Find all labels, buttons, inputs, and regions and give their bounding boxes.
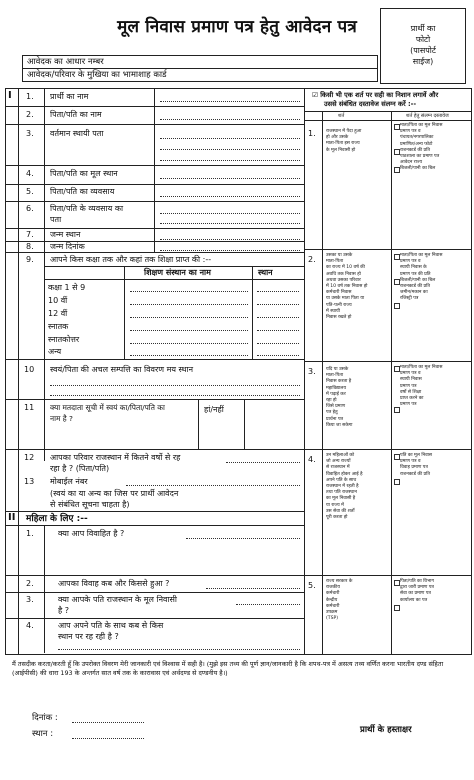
- edu-row-label: 10 वीं: [48, 296, 68, 305]
- residence-years-label: रहा है ? (पिता/पति): [50, 464, 110, 473]
- divider: [6, 511, 304, 512]
- divider: [304, 111, 471, 112]
- edu-row-label: कक्षा 1 से 9: [48, 283, 86, 292]
- doc-checkbox[interactable]: [394, 454, 400, 460]
- condition-4-text: उन महिलाओं को जो अन्य राज्यों से राजस्थान में विवाहित होकर आई है अपने पति के साथ राजस्थान में रहती है तथा पति राजस्थान का मूल निवासी है या राज्य में उस सेवा की शर्तों पूरी करता हो: [326, 453, 363, 521]
- photo-label: साईज): [412, 56, 434, 66]
- divider: [6, 359, 304, 360]
- divider: [18, 89, 19, 654]
- edu-header-institution: शिक्षण संस्थान का नाम: [144, 268, 211, 277]
- row-number: 6.: [26, 204, 34, 213]
- condition-number: 1.: [308, 129, 316, 138]
- occupation-address-label: पिता/पति के व्यवसाय का: [50, 204, 124, 213]
- doc-checkbox[interactable]: [394, 605, 400, 611]
- occupation-address-input[interactable]: [160, 213, 300, 214]
- property-input[interactable]: [50, 395, 300, 396]
- divider: [391, 111, 392, 654]
- bhamashah-field[interactable]: आवेदक/परिवार के मुखिया का भामाशाह कार्ड: [27, 70, 167, 80]
- applicant-name-label: प्रार्थी का नाम: [50, 92, 89, 101]
- property-label: स्वयं/पिता की अचल सम्पत्ति का विवरण मय स्थान: [50, 365, 194, 374]
- condition-number: 2.: [308, 255, 316, 264]
- voter-list-label: नाम है ?: [50, 414, 73, 423]
- education-table: [44, 266, 304, 359]
- edu-input[interactable]: [130, 304, 248, 305]
- divider: [304, 449, 471, 450]
- row-number: 10: [24, 365, 35, 374]
- row-number: 2.: [26, 579, 34, 588]
- col-docs-header: शर्त हेतु संलग्न दस्तावेज: [406, 113, 449, 119]
- edu-input[interactable]: [257, 355, 299, 356]
- doc-checkbox[interactable]: [394, 303, 400, 309]
- divider: [6, 449, 304, 450]
- divider: [304, 120, 471, 121]
- edu-input[interactable]: [257, 343, 299, 344]
- native-place-label: पिता/पति का मूल स्थान: [50, 169, 118, 178]
- residence-with-husband-label: स्थान पर रह रही है ?: [58, 632, 119, 641]
- photo-label: प्रार्थी का: [410, 24, 436, 34]
- divider: [244, 399, 245, 449]
- divider: [304, 89, 305, 654]
- form-title: मूल निवास प्रमाण पत्र हेतु आवेदन पत्र: [117, 17, 357, 37]
- voter-list-label: क्या मतदाता सूची में स्वयं का/पिता/पति का: [50, 403, 165, 412]
- divider: [304, 249, 471, 250]
- declaration-text: मैं तसदीक करता/करती हूँ कि उपरोक्त विवरण मेरी जानकारी एवं विश्वास में सही है। (मुझे इस तथ्य की पूर्ण ज्ञान/जानकारी है कि शपथ-पत्र में असत्य तथ्य वर्णित करना भारतीय दण्ड संहिता (आईपीसी) की धारा 193 के अन्तर्गत सात वर्ष तक के कारावास एवं अर्थदण्ड से दण्डनीय है।): [12, 660, 444, 677]
- condition-5-docs: पिता/पति का विभाग द्वारा जारी प्रमाण पत्र सेवा का प्रमाण पत्र कार्यालय का पत्र: [400, 579, 434, 603]
- native-place-input[interactable]: [160, 178, 300, 179]
- row-number: 12: [24, 453, 35, 462]
- row-number: 2.: [26, 110, 34, 119]
- husband-native-label: क्या आपके पति राजस्थान के मूल निवासी: [58, 595, 178, 604]
- date-input[interactable]: [72, 722, 144, 723]
- property-input[interactable]: [50, 385, 300, 386]
- right-header-line1: किसी भी एक शर्त पर सही का निशान लगावें और: [320, 91, 439, 99]
- condition-3-docs: माता/पिता का मूल निवास प्रमाण पत्र व स्थायी निवास प्रमाण पत्र वर्षो से शिक्षा प्राप्त करने का प्रमाण पत्र: [400, 365, 443, 408]
- id-fields-box: [22, 55, 378, 82]
- women-heading: महिला के लिए :--: [26, 514, 88, 524]
- divider: [6, 592, 304, 593]
- mobile-label: मोबाईल नंबर: [50, 477, 88, 486]
- address-input[interactable]: [160, 149, 300, 150]
- divider: [6, 575, 304, 576]
- divider: [304, 361, 471, 362]
- mobile-input[interactable]: [126, 485, 300, 486]
- divider: [44, 525, 45, 653]
- occupation-address-input[interactable]: [160, 223, 300, 224]
- doc-checkbox[interactable]: [394, 479, 400, 485]
- husband-native-input[interactable]: [236, 604, 300, 605]
- edu-input[interactable]: [130, 330, 248, 331]
- main-form-table: [5, 88, 472, 655]
- birth-date-input[interactable]: [160, 250, 300, 251]
- address-input[interactable]: [160, 138, 300, 139]
- divider: [322, 111, 323, 654]
- residence-with-husband-input[interactable]: [58, 649, 300, 650]
- occupation-label: पिता/पति का व्यवसाय: [50, 187, 115, 196]
- divider: [6, 106, 304, 107]
- doc-checkbox[interactable]: [394, 167, 400, 173]
- address-label: वर्तमान स्थायी पता: [50, 129, 104, 138]
- divider: [6, 252, 304, 253]
- edu-header-place: स्थान: [258, 268, 273, 277]
- section-i: I: [8, 90, 12, 101]
- place-label: स्थान :: [32, 729, 54, 739]
- row-number: 1.: [26, 92, 34, 101]
- condition-number: 5.: [308, 581, 316, 590]
- row-number: 4.: [26, 169, 34, 178]
- photo-box[interactable]: [380, 8, 466, 84]
- marriage-label: आपका विवाह कब और किससे हुआ ?: [58, 579, 170, 588]
- row-number: 13: [24, 477, 35, 486]
- edu-input[interactable]: [257, 317, 299, 318]
- married-label: क्या आप विवाहित है ?: [58, 529, 125, 538]
- divider: [6, 525, 304, 526]
- edu-input[interactable]: [257, 330, 299, 331]
- residence-years-input[interactable]: [226, 462, 300, 463]
- doc-checkbox[interactable]: [394, 407, 400, 413]
- edu-row-label: स्नातक: [48, 322, 69, 331]
- father-name-input[interactable]: [160, 119, 300, 120]
- applicant-name-input[interactable]: [160, 101, 300, 102]
- mobile-note: (स्वयं का या अन्य का जिस पर प्रार्थी आवेदन: [50, 489, 179, 498]
- doc-checkbox[interactable]: [394, 254, 400, 260]
- residence-with-husband-label: आप अपने पति के साथ कब से किस: [58, 621, 164, 630]
- col-condition-header: शर्त: [338, 113, 345, 119]
- divider: [6, 165, 304, 166]
- divider: [6, 399, 304, 400]
- occupation-address-label: पता: [50, 215, 62, 224]
- edu-input[interactable]: [130, 291, 248, 292]
- birth-date-label: जन्म दिनांक: [50, 242, 85, 251]
- divider: [304, 575, 471, 576]
- date-label: दिनांक :: [32, 713, 58, 723]
- edu-input[interactable]: [130, 343, 248, 344]
- divider: [6, 124, 304, 125]
- row-number: 3.: [26, 595, 34, 604]
- check-icon: ☑: [312, 91, 318, 99]
- husband-native-label: है ?: [58, 606, 70, 615]
- condition-3-text: यदि या उसके माता-पिता निवास करता है महाविद्यालय में पढ़ाई कर रहा हो जिसे प्रमाण पत्र हेतु प्रार्थना पत्र किया जा सकेगा: [326, 367, 353, 428]
- edu-row-label: 12 वीं: [48, 309, 68, 318]
- yes-no-option[interactable]: हां/नहीं: [204, 405, 224, 414]
- row-number: 5.: [26, 187, 34, 196]
- marriage-input[interactable]: [206, 588, 300, 589]
- photo-label: (पासपोर्ट: [410, 46, 436, 55]
- place-input[interactable]: [72, 738, 144, 739]
- occupation-input[interactable]: [160, 196, 300, 197]
- edu-row-label: अन्य: [48, 347, 62, 356]
- mobile-note: से संबंधित सूचना चाहता है): [50, 500, 130, 509]
- row-number: 7.: [26, 230, 34, 239]
- section-ii: II: [8, 512, 16, 523]
- row-number: 4.: [26, 621, 34, 630]
- condition-4-docs: पति का मूल निवास प्रमाण पत्र व विवाह प्रमाण पत्र राशनकार्ड की प्रति: [400, 453, 432, 477]
- row-number: 9.: [26, 255, 34, 264]
- row-number: 3.: [26, 129, 34, 138]
- divider: [198, 399, 199, 449]
- condition-1-docs: माता/पिता का मूल निवास प्रमाण पत्र व पंचायत/नगरपालिका प्रमाणित/अन्य फोटो राशनकार्ड की प्रति पाठशाला का प्रमाण पत्र आवेदन राज्य बिजली/पानी का बिल: [400, 123, 443, 172]
- edu-input[interactable]: [257, 304, 299, 305]
- married-input[interactable]: [186, 538, 300, 539]
- doc-checkbox[interactable]: [394, 149, 400, 155]
- condition-number: 4.: [308, 455, 316, 464]
- condition-5-text: राज्य सरकार के राजकीय कर्मचारी केन्द्रीय कर्मचारी उपक्रम (TSP): [326, 579, 353, 622]
- edu-input[interactable]: [257, 291, 299, 292]
- divider: [6, 618, 304, 619]
- education-label: आपने किस कक्षा तक और कहां तक शिक्षा प्राप्त की :--: [50, 255, 212, 264]
- edu-row-label: स्नातकोत्तर: [48, 335, 80, 344]
- condition-2-docs: माता/पिता का मूल निवास प्रमाण पत्र व स्थायी निवास के प्रमाण पत्र की प्रति बिजली/पानी का बिल राशनकार्ड की प्रति जमीन/मकान का रजिस्ट्री पत्र: [400, 253, 443, 302]
- condition-1-text: राजस्थान में पैदा हुआ हो और उसके माता-पिता इस राज्य के मूल निवासी हो: [326, 129, 362, 153]
- father-name-label: पिता/पति का नाम: [50, 110, 102, 119]
- residence-years-label: आपका परिवार राजस्थान में कितने वर्षो से रह: [50, 453, 181, 462]
- signature-label[interactable]: प्रार्थी के हस्ताक्षर: [360, 725, 412, 735]
- birth-place-input[interactable]: [160, 239, 300, 240]
- condition-number: 3.: [308, 367, 316, 376]
- divider: [6, 228, 304, 229]
- doc-checkbox[interactable]: [394, 366, 400, 372]
- edu-input[interactable]: [130, 355, 248, 356]
- doc-checkbox[interactable]: [394, 279, 400, 285]
- address-input[interactable]: [160, 160, 300, 161]
- row-number: 1.: [26, 529, 34, 538]
- doc-checkbox[interactable]: [394, 580, 400, 586]
- aadhaar-field[interactable]: आवेदक का आधार नम्बर: [23, 56, 377, 69]
- right-header: [312, 91, 438, 109]
- divider: [6, 201, 304, 202]
- divider: [6, 184, 304, 185]
- condition-2-text: उसका या उसके माता-पिता का राज्य में 10 वर्ष की अवधि तक निवास हो अथवा उसका परिवार में 10 वर्ष तक निवास हो कर्मचारी निवास या उसके माता पिता या पति-पत्नी राज्य में स्थायी निवास रखते हो: [326, 253, 368, 321]
- row-number: 11: [24, 403, 35, 412]
- birth-place-label: जन्म स्थान: [50, 230, 81, 239]
- doc-checkbox[interactable]: [394, 124, 400, 130]
- row-number: 8.: [26, 242, 34, 251]
- edu-input[interactable]: [130, 317, 248, 318]
- right-header-line2: उससे संबंधित दस्तावेज संलग्न करें :--: [324, 100, 417, 108]
- photo-label: फोटो: [415, 35, 431, 45]
